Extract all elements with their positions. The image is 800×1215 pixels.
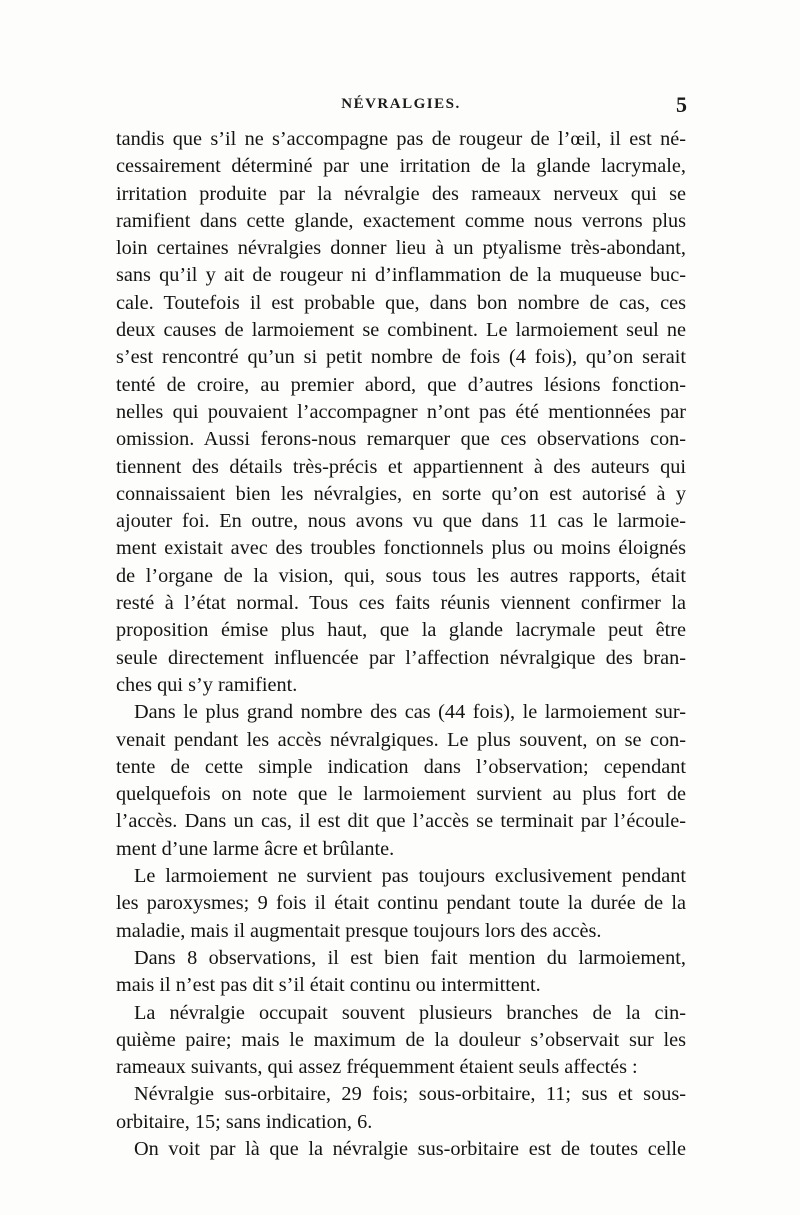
text-line: quième paire; mais le maximum de la douleur s’observait sur les (116, 1028, 686, 1051)
text-line: ajouter foi. En outre, nous avons vu que dans 11 cas le larmoie- (116, 510, 686, 533)
text-line: seule directement influencée par l’affection névralgique des bran- (116, 646, 686, 669)
text-line: tandis que s’il ne s’accompagne pas de rougeur de l’œil, il est né- (116, 128, 686, 150)
text-line: venait pendant les accès névralgiques. Le plus souvent, on se con- (116, 728, 686, 751)
text-line: proposition émise plus haut, que la glande lacrymale peut être (116, 619, 686, 642)
text-line: On voit par là que la névralgie sus-orbitaire est de toutes celle (134, 1137, 686, 1160)
text-line: Névralgie sus-orbitaire, 29 fois; sous-orbitaire, 11; sus et sous- (134, 1083, 686, 1106)
text-line: cessairement déterminé par une irritation de la glande lacrymale, (116, 155, 686, 178)
text-line: La névralgie occupait souvent plusieurs branches de la cin- (134, 1001, 686, 1024)
text-line: quelquefois on note que le larmoiement survient au plus fort de (116, 783, 686, 806)
text-line: rameaux suivants, qui assez fréquemment étaient seuls affectés : (116, 1056, 638, 1079)
text-line: cale. Toutefois il est probable que, dans bon nombre de cas, ces (116, 291, 686, 314)
text-line: maladie, mais il augmentait presque toujours lors des accès. (116, 919, 602, 942)
text-line: loin certaines névralgies donner lieu à un ptyalisme très-abondant, (116, 237, 686, 260)
text-line: tente de cette simple indication dans l’observation; cependant (116, 755, 686, 778)
text-line: orbitaire, 15; sans indication, 6. (116, 1110, 373, 1133)
body-text (116, 126, 686, 1163)
text-line: tenté de croire, au premier abord, que d’autres lésions fonction- (116, 373, 686, 396)
text-line: les paroxysmes; 9 fois il était continu pendant toute la durée de la (116, 892, 686, 915)
page-number: 5 (676, 92, 687, 117)
text-line: resté à l’état normal. Tous ces faits réunis viennent confirmer la (116, 592, 686, 615)
text-line: tiennent des détails très-précis et appartiennent à des auteurs qui (116, 455, 686, 478)
running-head (115, 92, 687, 120)
running-title: NÉVRALGIES. (341, 96, 461, 112)
text-line: ramifient dans cette glande, exactement comme nous verrons plus (116, 209, 686, 232)
text-line: de l’organe de la vision, qui, sous tous les autres rapports, était (116, 564, 686, 587)
text-line: connaissaient bien les névralgies, en sorte qu’on est autorisé à y (116, 482, 686, 505)
text-line: sans qu’il y ait de rougeur ni d’inflammation de la muqueuse buc- (116, 264, 686, 287)
text-line: irritation produite par la névralgie des rameaux nerveux qui se (116, 182, 686, 205)
text-line: Le larmoiement ne survient pas toujours exclusivement pendant (134, 865, 686, 888)
text-line: Dans 8 observations, il est bien fait mention du larmoiement, (134, 946, 686, 969)
text-line: ment existait avec des troubles fonctionnels plus ou moins éloignés (116, 537, 686, 560)
text-line: deux causes de larmoiement se combinent. Le larmoiement seul ne (116, 319, 686, 342)
text-line: Dans le plus grand nombre des cas (44 fois), le larmoiement sur- (134, 701, 686, 724)
text-line: l’accès. Dans un cas, il est dit que l’accès se terminait par l’écoule- (116, 810, 686, 833)
text-line: omission. Aussi ferons-nous remarquer que ces observations con- (116, 428, 686, 451)
text-line: s’est rencontré qu’un si petit nombre de fois (4 fois), qu’on serait (116, 346, 686, 369)
text-line: nelles qui pouvaient l’accompagner n’ont pas été mentionnées par (116, 400, 686, 423)
text-line: ches qui s’y ramifient. (116, 673, 298, 696)
text-line: ment d’une larme âcre et brûlante. (116, 837, 395, 860)
text-line: mais il n’est pas dit s’il était continu ou intermittent. (116, 974, 541, 997)
